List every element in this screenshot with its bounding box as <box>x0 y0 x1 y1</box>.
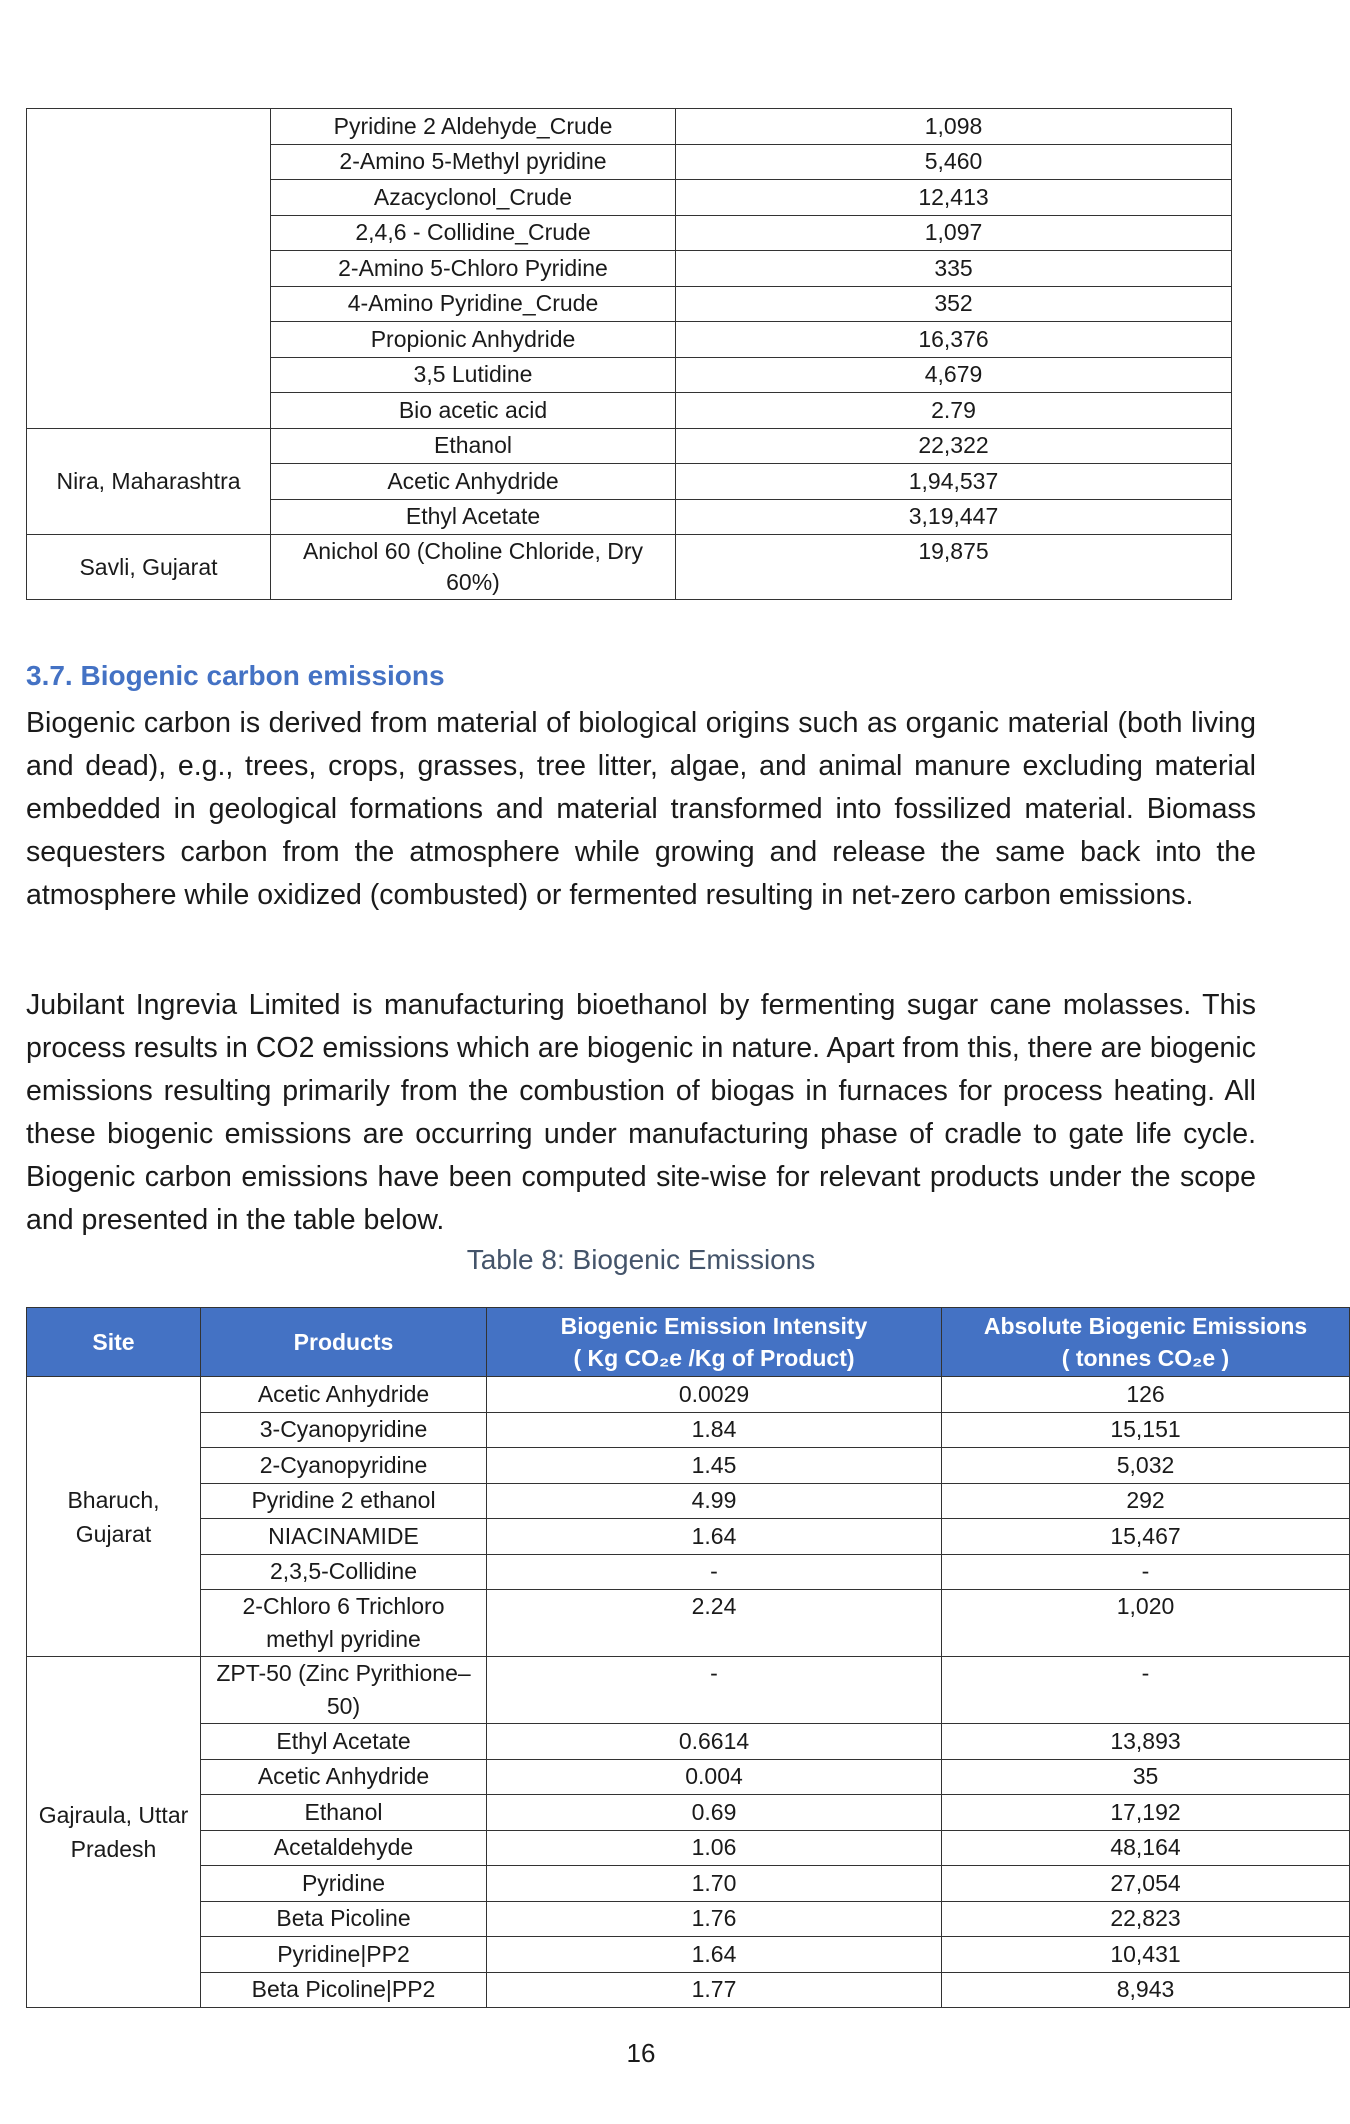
absolute-cell: 8,943 <box>942 1972 1350 2008</box>
product-cell: NIACINAMIDE <box>201 1519 487 1555</box>
header-intensity-line1: Biogenic Emission Intensity <box>560 1313 868 1339</box>
value-cell: 3,19,447 <box>676 499 1232 535</box>
absolute-cell: - <box>942 1657 1350 1724</box>
header-absolute-line1: Absolute Biogenic Emissions <box>983 1313 1308 1339</box>
header-absolute <box>942 1308 1350 1377</box>
absolute-cell: 27,054 <box>942 1866 1350 1902</box>
product-cell: Azacyclonol_Crude <box>271 180 676 216</box>
product-cell: Ethanol <box>201 1795 487 1831</box>
product-cell: Beta Picoline <box>201 1901 487 1937</box>
value-cell: 16,376 <box>676 322 1232 358</box>
table-row <box>27 109 1232 145</box>
value-cell: 1,098 <box>676 109 1232 145</box>
site-cell: Savli, Gujarat <box>27 535 271 600</box>
site-cell: Nira, Maharashtra <box>27 428 271 535</box>
intensity-cell: 1.76 <box>487 1901 942 1937</box>
product-cell: Pyridine|PP2 <box>201 1937 487 1973</box>
table-row <box>27 1972 1350 2008</box>
absolute-cell: 13,893 <box>942 1724 1350 1760</box>
product-cell: 2-Chloro 6 Trichloro methyl pyridine <box>201 1590 487 1657</box>
page-number: 16 <box>626 2038 656 2068</box>
absolute-cell: 292 <box>942 1483 1350 1519</box>
table-row <box>27 1377 1350 1413</box>
absolute-cell: 10,431 <box>942 1937 1350 1973</box>
value-cell: 19,875 <box>676 535 1232 600</box>
products-table-continued <box>26 108 1232 600</box>
paragraph-biogenic-definition: Biogenic carbon is derived from material of biological origins such as organic material (both living and dead), e.g., trees, crops, grasses, tree litter, algae, and animal manure excluding material embedded in geological formations and material transformed into fossilized material. Biomass sequesters carbon from the atmosphere while growing and release the same back into the atmosphere while oxidized (combusted) or fermented resulting in net-zero carbon emissions. <box>26 707 1256 911</box>
value-cell: 12,413 <box>676 180 1232 216</box>
table-row <box>27 1483 1350 1519</box>
product-cell: Acetic Anhydride <box>271 464 676 500</box>
paragraph-biogenic-sources: Jubilant Ingrevia Limited is manufacturing bioethanol by fermenting sugar cane molasses. This process results in CO2 emissions which are biogenic in nature. Apart from this, there are biogenic emissions resulting primarily from the combustion of biogas in furnaces for process heating. All these biogenic emissions are occurring under manufacturing phase of cradle to gate life cycle. Biogenic carbon emissions have been computed site-wise for relevant products under the scope and presented in the table below. <box>26 989 1256 1236</box>
intensity-cell: 1.06 <box>487 1830 942 1866</box>
product-cell: Acetaldehyde <box>201 1830 487 1866</box>
intensity-cell: 1.84 <box>487 1412 942 1448</box>
product-cell: Acetic Anhydride <box>201 1759 487 1795</box>
product-cell: Ethyl Acetate <box>201 1724 487 1760</box>
site-cell: Gajraula, Uttar Pradesh <box>27 1657 201 2008</box>
product-cell: 3,5 Lutidine <box>271 357 676 393</box>
value-cell: 335 <box>676 251 1232 287</box>
table-header-row <box>27 1308 1350 1377</box>
header-products: Products <box>201 1308 487 1377</box>
value-cell: 1,097 <box>676 215 1232 251</box>
product-cell: 2-Amino 5-Methyl pyridine <box>271 144 676 180</box>
table-row <box>27 428 1232 464</box>
product-cell: 2-Cyanopyridine <box>201 1448 487 1484</box>
absolute-cell: 126 <box>942 1377 1350 1413</box>
product-cell: Ethyl Acetate <box>271 499 676 535</box>
product-cell: 4-Amino Pyridine_Crude <box>271 286 676 322</box>
absolute-cell: 22,823 <box>942 1901 1350 1937</box>
value-cell: 1,94,537 <box>676 464 1232 500</box>
table-row <box>27 1830 1350 1866</box>
table-row <box>27 1724 1350 1760</box>
absolute-cell: 17,192 <box>942 1795 1350 1831</box>
table-row <box>27 1554 1350 1590</box>
value-cell: 352 <box>676 286 1232 322</box>
intensity-cell: 1.45 <box>487 1448 942 1484</box>
value-cell: 22,322 <box>676 428 1232 464</box>
header-absolute-line2: ( tonnes CO₂e ) <box>1061 1345 1230 1371</box>
intensity-cell: 0.69 <box>487 1795 942 1831</box>
table-row <box>27 1795 1350 1831</box>
site-cell: Bharuch, Gujarat <box>27 1377 201 1657</box>
absolute-cell: 1,020 <box>942 1590 1350 1657</box>
product-cell: Pyridine 2 ethanol <box>201 1483 487 1519</box>
product-cell: Pyridine <box>201 1866 487 1902</box>
table-row <box>27 1519 1350 1555</box>
product-cell: Ethanol <box>271 428 676 464</box>
table-row <box>27 1937 1350 1973</box>
table-row <box>27 1759 1350 1795</box>
value-cell: 5,460 <box>676 144 1232 180</box>
header-intensity-line2: ( Kg CO₂e /Kg of Product) <box>573 1345 855 1371</box>
intensity-cell: 1.64 <box>487 1519 942 1555</box>
product-cell: 2-Amino 5-Chloro Pyridine <box>271 251 676 287</box>
table-row <box>27 1657 1350 1724</box>
absolute-cell: 5,032 <box>942 1448 1350 1484</box>
header-intensity <box>487 1308 942 1377</box>
intensity-cell: 0.004 <box>487 1759 942 1795</box>
absolute-cell: 15,467 <box>942 1519 1350 1555</box>
intensity-cell: - <box>487 1554 942 1590</box>
product-cell: ZPT-50 (Zinc Pyrithione–50) <box>201 1657 487 1724</box>
product-cell: 3-Cyanopyridine <box>201 1412 487 1448</box>
intensity-cell: 1.77 <box>487 1972 942 2008</box>
absolute-cell: 35 <box>942 1759 1350 1795</box>
product-cell: 2,3,5-Collidine <box>201 1554 487 1590</box>
intensity-cell: 0.0029 <box>487 1377 942 1413</box>
table-row <box>27 1412 1350 1448</box>
product-cell: Acetic Anhydride <box>201 1377 487 1413</box>
header-site: Site <box>27 1308 201 1377</box>
table-row <box>27 1448 1350 1484</box>
product-cell: Propionic Anhydride <box>271 322 676 358</box>
table-row <box>27 1866 1350 1902</box>
absolute-cell: 48,164 <box>942 1830 1350 1866</box>
section-heading: 3.7. Biogenic carbon emissions <box>26 660 445 691</box>
table-row <box>27 1901 1350 1937</box>
absolute-cell: - <box>942 1554 1350 1590</box>
table-row <box>27 1590 1350 1657</box>
product-cell: Beta Picoline|PP2 <box>201 1972 487 2008</box>
intensity-cell: 4.99 <box>487 1483 942 1519</box>
product-cell: Bio acetic acid <box>271 393 676 429</box>
intensity-cell: 1.64 <box>487 1937 942 1973</box>
product-cell: Pyridine 2 Aldehyde_Crude <box>271 109 676 145</box>
intensity-cell: 0.6614 <box>487 1724 942 1760</box>
table-caption: Table 8: Biogenic Emissions <box>466 1244 816 1275</box>
site-cell-empty <box>27 109 271 429</box>
table-row <box>27 535 1232 600</box>
product-cell: 2,4,6 - Collidine_Crude <box>271 215 676 251</box>
intensity-cell: 1.70 <box>487 1866 942 1902</box>
product-cell: Anichol 60 (Choline Chloride, Dry 60%) <box>271 535 676 600</box>
value-cell: 2.79 <box>676 393 1232 429</box>
value-cell: 4,679 <box>676 357 1232 393</box>
intensity-cell: - <box>487 1657 942 1724</box>
biogenic-emissions-table <box>26 1307 1350 2008</box>
intensity-cell: 2.24 <box>487 1590 942 1657</box>
absolute-cell: 15,151 <box>942 1412 1350 1448</box>
